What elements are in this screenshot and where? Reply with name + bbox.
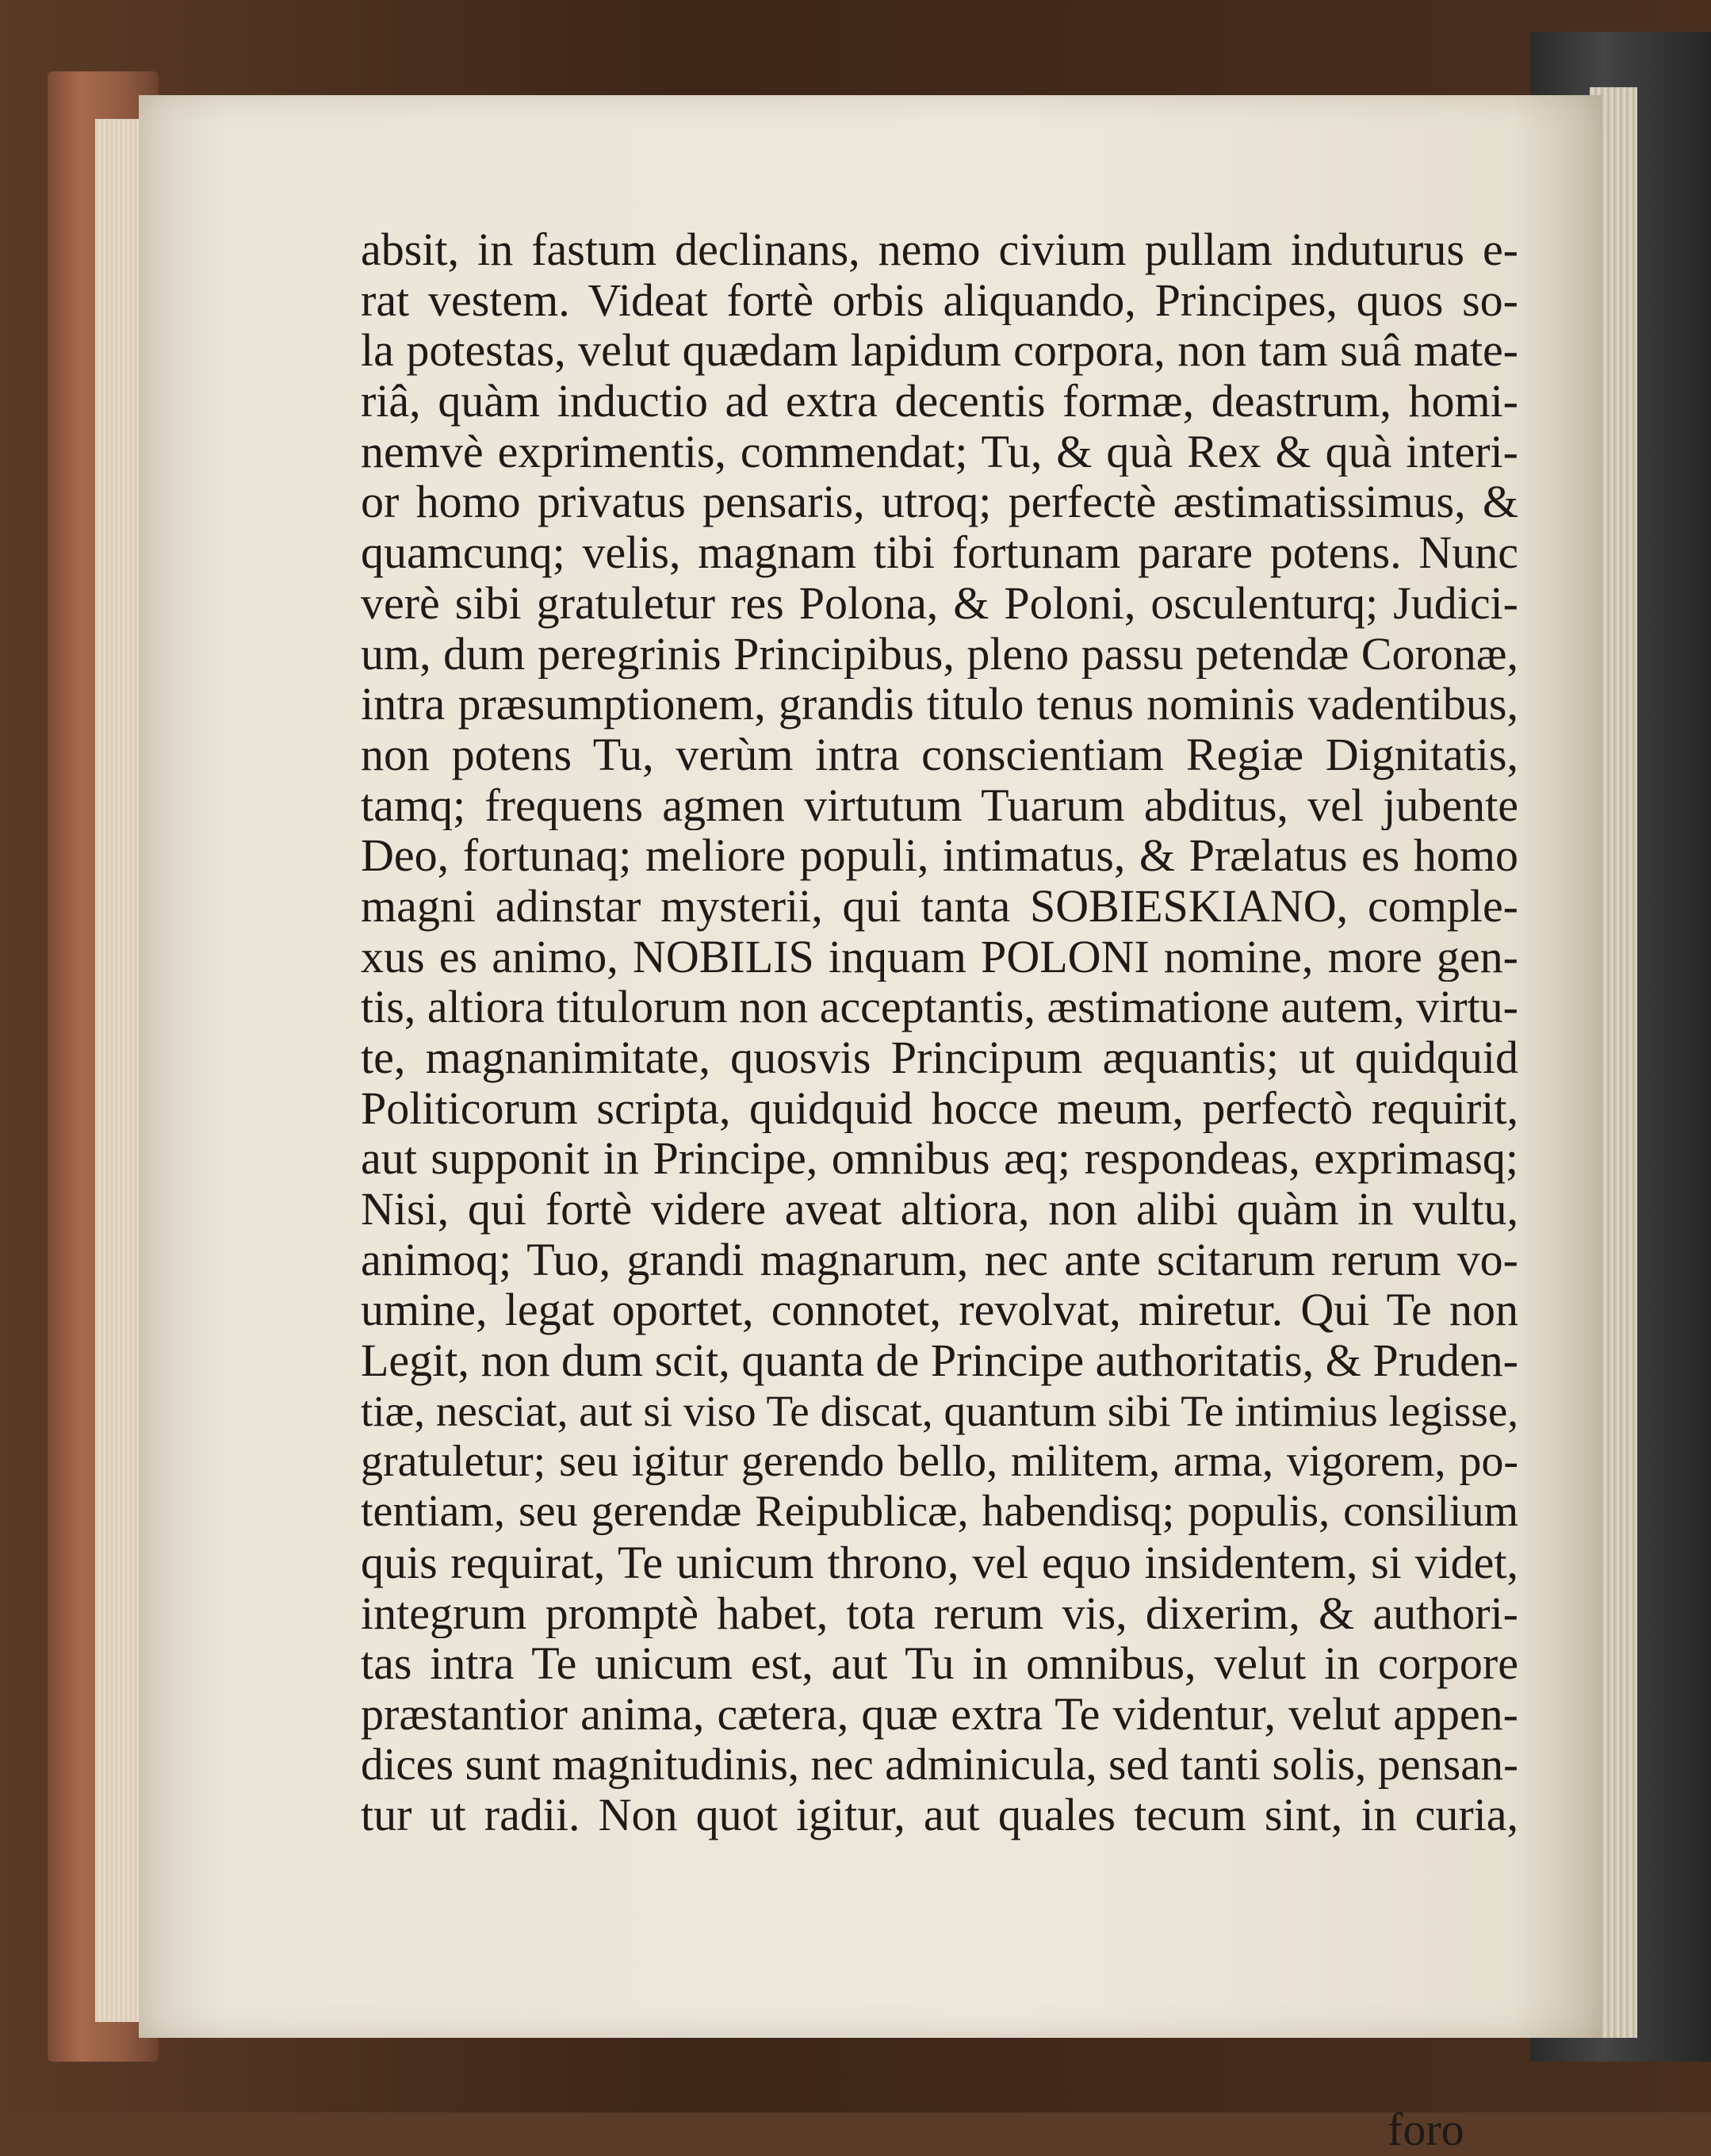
text-line: um, dum peregrinis Principibus, pleno passu petendæ Coronæ,	[361, 628, 1518, 680]
text-line: tas intra Te unicum est, aut Tu in omnibus, velut in corpore	[361, 1638, 1518, 1689]
text-line: la potestas, velut quædam lapidum corpora, non tam suâ mate-	[361, 325, 1518, 377]
text-line: umine, legat oportet, connotet, revolvat, miretur. Qui Te non	[361, 1285, 1518, 1336]
text-line: xus es animo, NOBILIS inquam POLONI nomine, more gen-	[361, 931, 1518, 982]
text-line: tentiam, seu gerendæ Reipublicæ, habendisq; populis, consilium	[361, 1487, 1518, 1537]
text-line: tur ut radii. Non quot igitur, aut quales tecum sint, in curia,	[361, 1790, 1518, 1840]
text-line: dices sunt magnitudinis, nec adminicula, sed tanti solis, pensan-	[361, 1739, 1518, 1790]
catchword: foro	[1388, 2104, 1464, 2155]
text-line: animoq; Tuo, grandi magnarum, nec ante scitarum rerum vo-	[361, 1234, 1518, 1285]
text-block	[361, 224, 1518, 1840]
text-line: Legit, non dum scit, quanta de Principe authoritatis, & Pruden-	[361, 1335, 1518, 1386]
text-line: tamq; frequens agmen virtutum Tuarum abditus, vel jubente	[361, 779, 1518, 831]
text-line: gratuletur; seu igitur gerendo bello, militem, arma, vigorem, po-	[361, 1436, 1518, 1486]
text-line: absit, in fastum declinans, nemo civium pullam induturus e-	[361, 224, 1518, 275]
text-line: quis requirat, Te unicum throno, vel equo insidentem, si videt,	[361, 1537, 1518, 1588]
text-line: Politicorum scripta, quidquid hocce meum, perfectò requirit,	[361, 1082, 1518, 1134]
text-line: intra præsumptionem, grandis titulo tenus nominis vadentibus,	[361, 679, 1518, 730]
text-line: tiæ, nesciat, aut si viso Te discat, quantum sibi Te intimius legisse,	[361, 1386, 1518, 1435]
text-line: Deo, fortunaq; meliore populi, intimatus, & Prælatus es homo	[361, 830, 1518, 881]
text-line: verè sibi gratuletur res Polona, & Poloni, osculenturq; Judici-	[361, 577, 1518, 629]
text-line: tis, altiora titulorum non acceptantis, æstimatione autem, virtu-	[361, 982, 1518, 1032]
text-line: aut supponit in Principe, omnibus æq; respondeas, exprimasq;	[361, 1133, 1518, 1185]
text-line: rat vestem. Videat fortè orbis aliquando, Principes, quos so-	[361, 274, 1518, 326]
text-line: integrum promptè habet, tota rerum vis, dixerim, & authori-	[361, 1587, 1518, 1639]
text-line: quamcunq; velis, magnam tibi fortunam parare potens. Nunc	[361, 527, 1518, 578]
text-line: riâ, quàm inductio ad extra decentis formæ, deastrum, homi-	[361, 376, 1518, 427]
text-line: nemvè exprimentis, commendat; Tu, & quà Rex & quà interi-	[361, 426, 1518, 477]
text-line: non potens Tu, verùm intra conscientiam Regiæ Dignitatis,	[361, 729, 1518, 780]
text-line: Nisi, qui fortè videre aveat altiora, non alibi quàm in vultu,	[361, 1184, 1518, 1235]
text-line: magni adinstar mysterii, qui tanta SOBIESKIANO, comple-	[361, 880, 1518, 932]
text-line: or homo privatus pensaris, utroq; perfectè æstimatissimus, &	[361, 477, 1518, 528]
text-line: te, magnanimitate, quosvis Principum æquantis; ut quidquid	[361, 1032, 1518, 1083]
text-line: præstantior anima, cætera, quæ extra Te videntur, velut appen-	[361, 1688, 1518, 1740]
